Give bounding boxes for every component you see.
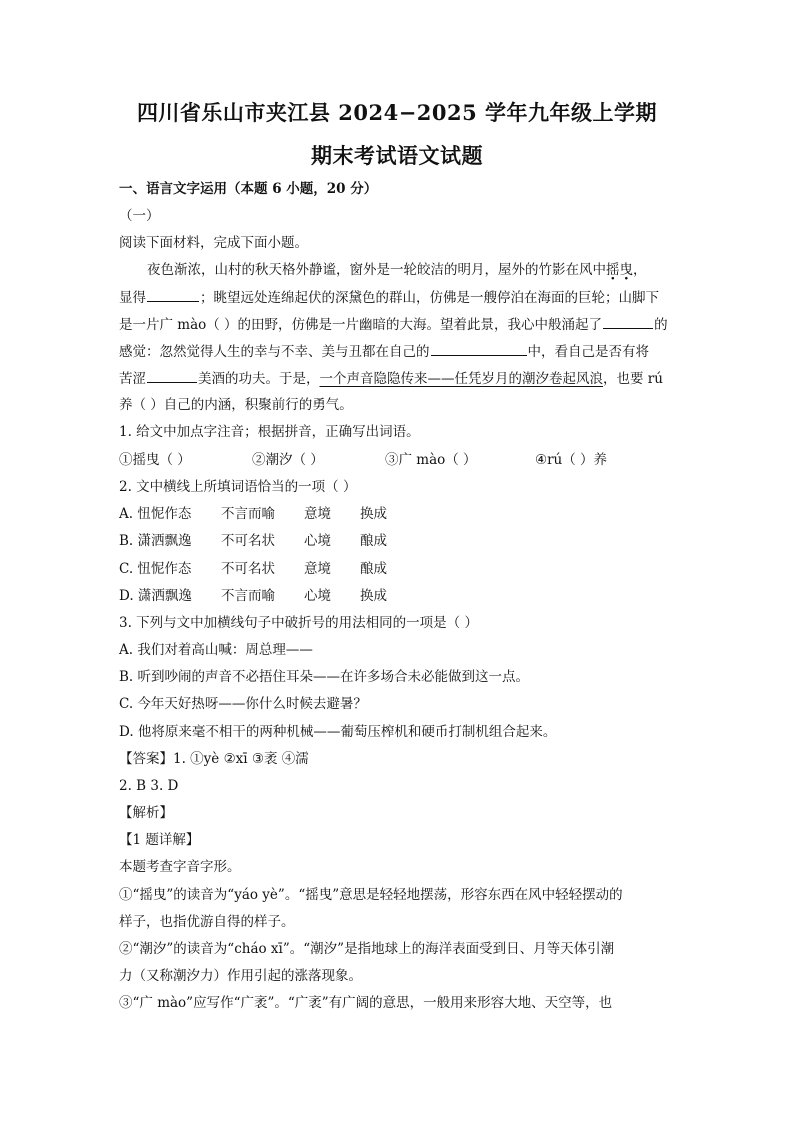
passage-line-2: 显得 ；眺望远处连绵起伏的深黛色的群山，仿佛是一艘停泊在海面的巨轮；山脚下 (119, 290, 659, 306)
q1-item: ②潮汐（ ） (252, 452, 324, 468)
analysis-line-3: ②“潮汐”的读音为“cháo xī”。“潮汐”是指地球上的海洋表面受到日、月等天体引潮 (119, 941, 615, 957)
dotted-char: 摇 (606, 262, 620, 278)
passage-line-3: 是一片广 mào（ ）的田野，仿佛是一片幽暗的大海。望着此景，我心中般涌起了 的 (119, 317, 668, 333)
q3-stem: 3. 下列与文中加横线句子中破折号的用法相同的一项是（ ） (119, 615, 478, 631)
q1-item: ④rú（ ）养 (535, 452, 608, 468)
q3-option-c: C. 今年天好热呀——你什么时候去避暑？ (119, 696, 367, 712)
fill-blank[interactable] (431, 342, 527, 356)
answer-line-1: 【答案】1. ①yè ②xī ③袤 ④濡 (119, 751, 309, 767)
passage-line-4: 感觉：忽然觉得人生的幸与不幸、美与丑都在自己的 中，看自己是否有将 (119, 344, 649, 360)
analysis-line-4: 力（又称潮汐力）作用引起的涨落现象。 (119, 968, 362, 984)
q3-option-b: B. 听到吵闹的声音不必捂住耳朵——在许多场合未必能做到这一点。 (119, 669, 530, 685)
q1-item: ③广 mào（ ） (385, 452, 477, 468)
instruction: 阅读下面材料，完成下面小题。 (119, 235, 308, 251)
doc-title-line1: 四川省乐山市夹江县 2024−2025 学年九年级上学期 (136, 100, 658, 125)
q1-item: ①摇曳（ ） (119, 452, 191, 468)
fill-blank[interactable] (147, 288, 199, 302)
analysis-intro: 本题考查字音字形。 (119, 859, 241, 875)
q2-stem: 2. 文中横线上所填词语恰当的一项（ ） (119, 479, 357, 495)
q2-option-c: C. 忸怩作态 不可名状 意境 酿成 (119, 561, 387, 577)
analysis-q1-label: 【1 题详解】 (119, 832, 200, 848)
q1-stem: 1. 给文中加点字注音；根据拼音，正确写出词语。 (119, 424, 420, 440)
passage-line-5: 苦涩 美酒的功夫。于是，一个声音隐隐传来——任凭岁月的潮汐卷起风浪，也要 rú (119, 371, 663, 387)
answer-line-2: 2. B 3. D (119, 778, 179, 794)
q2-option-d: D. 潇洒飘逸 不言而喻 心境 换成 (119, 588, 387, 604)
fill-blank[interactable] (603, 315, 653, 329)
analysis-line-5: ③“广 mào”应写作“广袤”。“广袤”有广阔的意思，一般用来形容大地、天空等，也 (119, 995, 613, 1011)
fill-blank[interactable] (147, 369, 197, 383)
passage-line-1: 夜色渐浓，山村的秋天格外静谧，窗外是一轮皎洁的明月，屋外的竹影在风中摇曳， (147, 262, 647, 278)
dotted-char: 曳 (619, 262, 633, 278)
analysis-line-2: 样子，也指优游自得的样子。 (119, 914, 295, 930)
q2-option-a: A. 忸怩作态 不言而喻 意境 换成 (119, 506, 387, 522)
passage-line-6: 养（ ）自己的内涵，积聚前行的勇气。 (119, 397, 353, 413)
q2-option-b: B. 潇洒飘逸 不可名状 心境 酿成 (119, 533, 387, 549)
q1-items (119, 451, 607, 469)
part-label: （一） (119, 208, 160, 224)
section-heading: 一、语言文字运用（本题 6 小题，20 分） (119, 181, 378, 197)
answer-label: 【答案】 (119, 751, 173, 767)
underlined-sentence: 一个声音隐隐传来——任凭岁月的潮汐卷起风浪 (319, 371, 603, 387)
q3-option-d: D. 他将原来毫不相干的两种机械——葡萄压榨机和硬币打制机组合起来。 (119, 724, 557, 740)
q3-option-a: A. 我们对着高山喊：周总理—— (119, 642, 313, 658)
analysis-line-1: ①“摇曳”的读音为“yáo yè”。“摇曳”意思是轻轻地摆荡，形容东西在风中轻轻摆动的 (119, 887, 623, 903)
analysis-label: 【解析】 (119, 805, 173, 821)
doc-title-line2: 期末考试语文试题 (311, 143, 483, 168)
